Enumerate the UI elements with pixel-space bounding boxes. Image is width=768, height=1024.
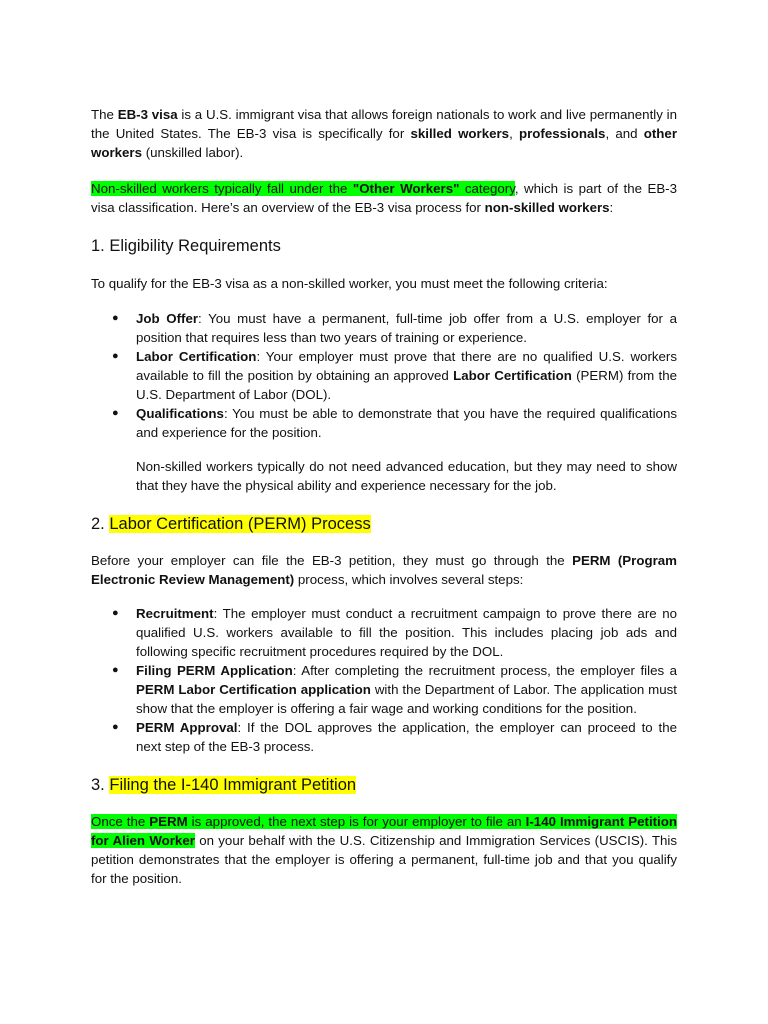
perm-steps-list xyxy=(91,604,677,756)
item-label: Filing PERM Application xyxy=(136,663,293,678)
item-label: PERM Approval xyxy=(136,720,238,735)
item-text: (PERM) from the U.S. Department of Labor (DOL). xyxy=(136,368,677,402)
item-text: : You must be able to demonstrate that you have the required qualifications and experience for the position. xyxy=(136,406,677,440)
heading-number: 3. xyxy=(91,776,110,794)
bullet-icon: ● xyxy=(112,721,119,733)
eligibility-note: Non-skilled workers typically do not need advanced education, but they may need to show that they have the physical ability and experience necessary for the job. xyxy=(136,459,677,493)
list-item xyxy=(91,661,677,718)
bold-run: PERM Labor Certification application xyxy=(136,682,371,697)
heading-perm xyxy=(91,513,677,535)
eligibility-lead: To qualify for the EB-3 visa as a non-skilled worker, you must meet the following criteria: xyxy=(91,276,608,291)
bold-run: PERM (Program Electronic Review Management) xyxy=(91,553,677,587)
bullet-icon: ● xyxy=(112,350,119,362)
item-label: Recruitment xyxy=(136,606,214,621)
bullet-icon: ● xyxy=(112,607,119,619)
highlight-run: Once the xyxy=(91,814,150,829)
bold-run: non-skilled workers xyxy=(484,200,610,215)
text-run: , and xyxy=(605,126,644,141)
text-run: (unskilled labor). xyxy=(142,145,244,160)
heading-title: Eligibility Requirements xyxy=(109,237,281,255)
item-text: : If the DOL approves the application, the employer can proceed to the next step of the EB-3 process. xyxy=(136,720,678,754)
highlight-run: is approved, the next step is for your employer to file an xyxy=(187,814,526,829)
text-run: Before your employer can file the EB-3 petition, they must go through the xyxy=(91,553,573,568)
text-run: : xyxy=(609,200,614,215)
eligibility-list xyxy=(91,309,677,442)
bullet-icon: ● xyxy=(112,664,119,676)
item-label: Labor Certification xyxy=(136,349,257,364)
item-text: : The employer must conduct a recruitment campaign to prove there are no qualified U.S. workers available to fill the position. This includes placing job ads and following specific recruitment procedures required by the DOL. xyxy=(136,606,677,659)
bold-run: skilled workers xyxy=(410,126,510,141)
bullet-icon: ● xyxy=(112,407,119,419)
heading-eligibility xyxy=(91,235,677,257)
highlight-bold-run: PERM xyxy=(149,814,188,829)
text-run: on your behalf with the U.S. Citizenship and Immigration Services (USCIS). This petition demonstrates that the employer is offering a permanent, full-time job and that you qualify for the position. xyxy=(91,833,677,886)
intro-paragraph-2 xyxy=(91,179,677,217)
text-run: is a U.S. immigrant visa that allows foreign nationals to work and live permanently in the United States. The EB-3 visa is specifically for xyxy=(91,107,678,141)
list-item xyxy=(91,604,677,661)
item-text: with the Department of Labor. The application must show that the employer is offering a fair wage and working conditions for the position. xyxy=(136,682,677,716)
heading-number: 1. xyxy=(91,237,110,255)
heading-title: Filing the I-140 Immigrant Petition xyxy=(109,776,357,794)
text-run: , which is part of the EB-3 visa classification. Here’s an overview of the EB-3 visa process for xyxy=(91,181,678,215)
heading-number: 2. xyxy=(91,515,110,533)
bold-run: other workers xyxy=(91,126,677,160)
bold-run: Labor Certification xyxy=(453,368,572,383)
intro-paragraph-1 xyxy=(91,105,677,162)
list-item xyxy=(91,718,677,756)
bullet-icon: ● xyxy=(112,312,119,324)
list-item xyxy=(91,347,677,404)
item-text: : After completing the recruitment process, the employer files a xyxy=(292,663,677,678)
text-run: process, which involves several steps: xyxy=(294,572,524,587)
item-text: : You must have a permanent, full-time job offer from a U.S. employer for a position that requires less than two years of training or experience. xyxy=(136,311,677,345)
bold-run: professionals xyxy=(518,126,606,141)
item-label: Qualifications xyxy=(136,406,224,421)
item-label: Job Offer xyxy=(136,311,199,326)
i140-paragraph xyxy=(91,812,677,888)
highlight-run: Non-skilled workers typically fall under the xyxy=(91,181,353,196)
list-item xyxy=(91,309,677,347)
highlight-bold-run: I-140 Immigrant Petition for Alien Worker xyxy=(91,814,677,848)
bold-run: EB-3 visa xyxy=(117,107,178,122)
heading-i140 xyxy=(91,774,677,796)
highlight-run: category xyxy=(459,181,515,196)
perm-lead xyxy=(91,551,677,589)
heading-title: Labor Certification (PERM) Process xyxy=(109,515,371,533)
highlight-bold-run: "Other Workers" xyxy=(352,181,460,196)
item-text: : Your employer must prove that there are no qualified U.S. workers available to fill the position by obtaining an approved xyxy=(136,349,677,383)
text-run: The xyxy=(91,107,118,122)
document-page xyxy=(91,105,677,888)
list-item xyxy=(91,404,677,442)
text-run: , xyxy=(509,126,519,141)
